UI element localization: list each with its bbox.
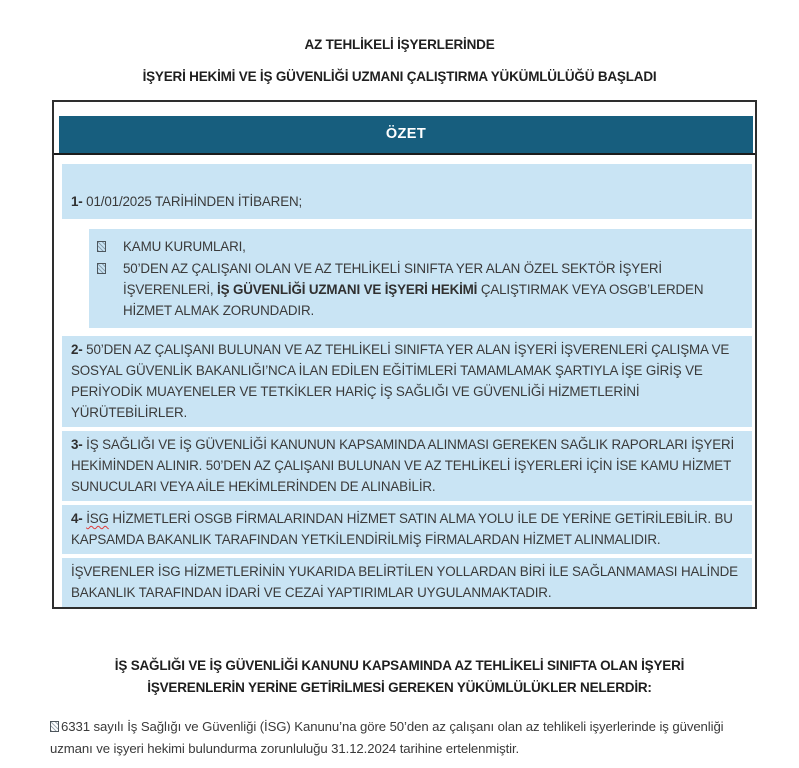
footnote-text: 6331 sayılı İş Sağlığı ve Güvenliği (İSG) Kanunu’na göre 50’den az çalışanı olan az tehlikeli işyerlerinde iş güvenliği uzmanı ve işyeri hekimi bulundurma zorunluluğu 31.12.2024 tarihine ertelenmiştir. xyxy=(50,719,724,756)
summary-item-1 xyxy=(62,164,752,219)
summary-item-4 xyxy=(62,505,752,554)
missing-glyph-icon xyxy=(50,721,59,732)
item-text: HİZMETLERİ OSGB FİRMALARINDAN HİZMET SATIN ALMA YOLU İLE DE YERİNE GETİRİLEBİLİR. BU KAPSAMDA BAKANLIK TARAFINDAN YETKİLENDİRİLMİŞ FİRMALARDAN HİZMET ALINMALIDIR. xyxy=(71,511,733,547)
summary-bullet-list xyxy=(89,229,752,328)
bullet-item xyxy=(97,258,742,321)
summary-body-cell xyxy=(54,155,755,607)
bullet-item xyxy=(97,236,742,257)
doc-title-line2: İŞYERİ HEKİMİ VE İŞ GÜVENLİĞİ UZMANI ÇALIŞTIRMA YÜKÜMLÜLÜĞÜ BAŞLADI xyxy=(142,69,657,84)
footnote-paragraph xyxy=(50,716,755,760)
summary-table xyxy=(52,100,757,609)
missing-glyph-bullet-icon xyxy=(97,263,106,274)
doc-title-line1: AZ TEHLİKELİ İŞYERLERİNDE xyxy=(304,37,495,52)
item-text: İŞ SAĞLIĞI VE İŞ GÜVENLİĞİ KANUNUN KAPSAMINDA ALINMASI GEREKEN SAĞLIK RAPORLARI İŞYERİ HEKİMİNDEN ALINIR. 50’DEN AZ ÇALIŞANI BULUNAN VE AZ TEHLİKELİ İŞYERLERİ İÇİN İSE KAMU HİZMET SUNUCULARI VEYA AİLE HEKİMLERİNDEN DE ALINABİLİR. xyxy=(71,437,735,494)
bullet-text-pre: 50’DEN AZ ÇALIŞANI OLAN VE AZ TEHLİKELİ SINIFTA YER ALAN ÖZEL SEKTÖR İŞYERİ İŞVERENLERİ, xyxy=(123,261,662,297)
summary-header-label: ÖZET xyxy=(385,126,427,142)
spellcheck-flagged-word: İSG xyxy=(86,511,109,526)
item-number: 3- xyxy=(71,437,83,452)
summary-item-5 xyxy=(62,558,752,607)
bullet-text xyxy=(123,258,742,321)
missing-glyph-bullet-icon xyxy=(97,241,106,252)
bullet-text-plain: KAMU KURUMLARI, xyxy=(123,239,246,254)
summary-header-bar xyxy=(59,116,753,153)
item-text: 01/01/2025 TARİHİNDEN İTİBAREN; xyxy=(82,194,303,209)
section-heading: İŞ SAĞLIĞI VE İŞ GÜVENLİĞİ KANUNU KAPSAMINDA AZ TEHLİKELİ SINIFTA OLAN İŞYERİ İŞVERENLERİN YERİNE GETİRİLMESİ GEREKEN YÜKÜMLÜLÜKLER NELERDİR: xyxy=(114,658,685,695)
bullet-text xyxy=(123,236,246,257)
summary-item-3 xyxy=(62,431,752,501)
item-text: 50’DEN AZ ÇALIŞANI BULUNAN VE AZ TEHLİKELİ SINIFTA YER ALAN İŞYERİ İŞVERENLERİ ÇALIŞMA VE SOSYAL GÜVENLİK BAKANLIĞI’NCA İLAN EDİLEN EĞİTİMLERİ TAMAMLAMAK ŞARTIYLA İŞE GİRİŞ VE PERİYODİK MUAYENELER VE TETKİKLER HARİÇ İŞ SAĞLIĞI VE GÜVENLİĞİ HİZMETLERİNİ YÜRÜTEBİLİRLER. xyxy=(71,342,730,420)
item-number: 1- xyxy=(71,194,83,209)
bullet-text-post: ÇALIŞTIRMAK VEYA OSGB’LERDEN HİZMET ALMAK ZORUNDADIR. xyxy=(123,282,704,318)
bullet-text-bold: İŞ GÜVENLİĞİ UZMANI VE İŞYERİ HEKİMİ xyxy=(217,282,478,297)
summary-header-row xyxy=(54,116,755,155)
item-number: 2- xyxy=(71,342,83,357)
item-text: İŞVERENLER İSG HİZMETLERİNİN YUKARIDA BELİRTİLEN YOLLARDAN BİRİ İLE SAĞLANMAMASI HALİNDE BAKANLIK TARAFINDAN İDARİ VE CEZAİ YAPTIRIMLAR UYGULANMAKTADIR. xyxy=(71,564,738,600)
item-number: 4- xyxy=(71,511,83,526)
summary-item-2 xyxy=(62,336,752,427)
